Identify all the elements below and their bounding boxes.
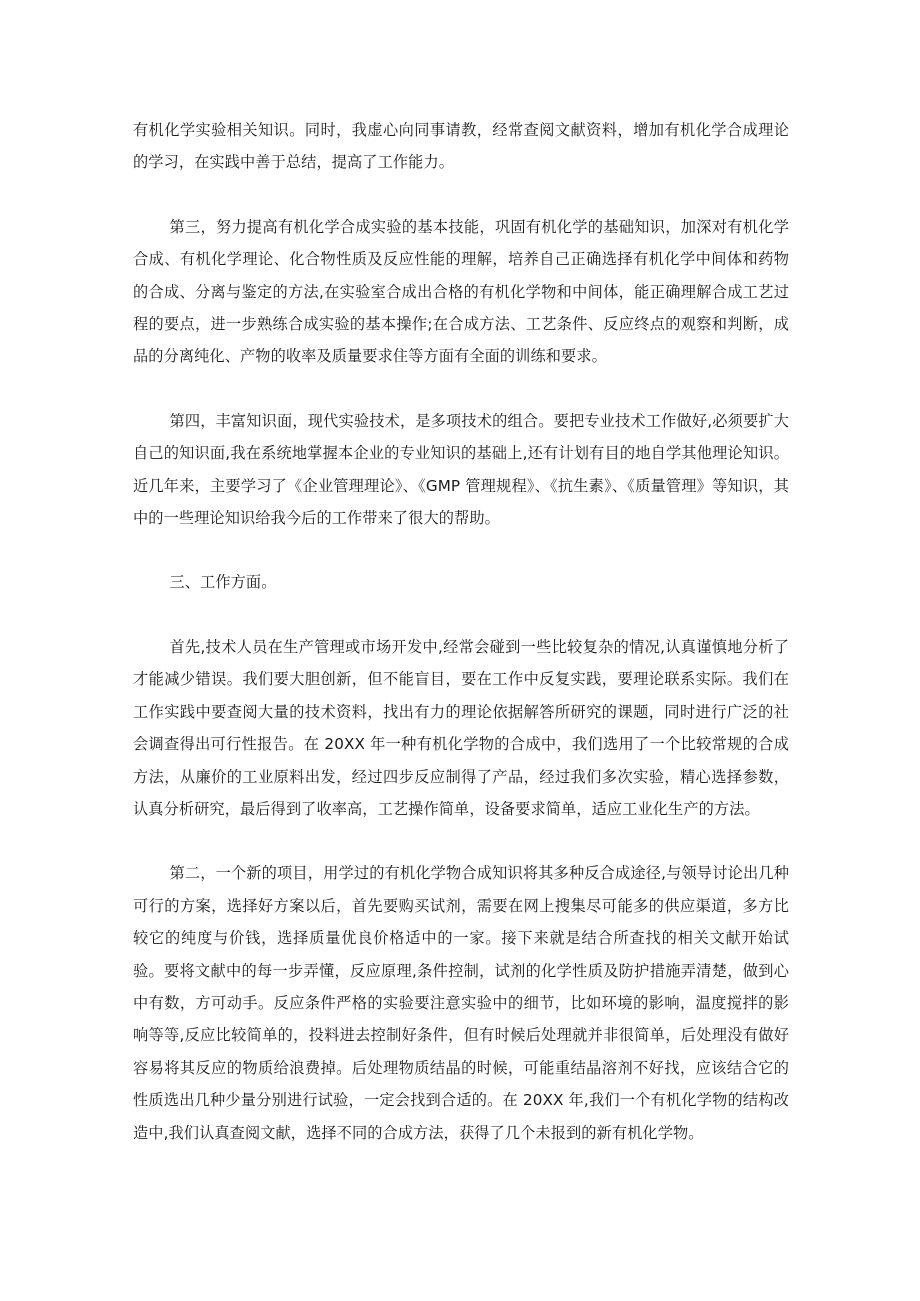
paragraph-gap xyxy=(133,534,789,566)
section-heading-work: 三、工作方面。 xyxy=(169,573,277,592)
paragraph-gap xyxy=(133,179,789,211)
paragraph-fourth-knowledge: 第四，丰富知识面，现代实验技术，是多项技术的组合。要把专业技术工作做好,必须要扩大自己的知识面,我在系统地掌握本企业的专业知识的基础上,还有计划有目的地自学其他理论知识。近几年来，主要学习了《企业管理理论》、《GMP 管理规程》、《抗生素》、《质量管理》等知识，其中的一些理论知识给我今后的工作带来了很大的帮助。 xyxy=(133,411,789,528)
paragraph-gap xyxy=(133,373,789,405)
paragraph-third-basic-skills: 第三，努力提高有机化学合成实验的基本技能，巩固有机化学的基础知识，加深对有机化学合成、有机化学理论、化合物性质及反应性能的理解，培养自己正确选择有机化学中间体和药物的合成、分离与鉴定的方法,在实验室合成出合格的有机化学物和中间体，能正确理解合成工艺过程的要点，进一步熟练合成实验的基本操作;在合成方法、工艺条件、反应终点的观察和判断，成品的分离纯化、产物的收率及质量要求住等方面有全面的训练和要求。 xyxy=(133,217,789,366)
paragraph-first-work: 首先,技术人员在生产管理或市场开发中,经常会碰到一些比较复杂的情况,认真谨慎地分析了才能减少错误。我们要大胆创新，但不能盲目，要在工作中反复实践，要理论联系实际。我们在工作实践中要查阅大量的技术资料，找出有力的理论依据解答所研究的课题，同时进行广泛的社会调查得出可行性报告。在 20XX 年一种有机化学物的合成中，我们选用了一个比较常规的合成方法，从廉价的工业原料出发，经过四步反应制得了产品，经过我们多次实验，精心选择参数，认真分析研究，最后得到了收率高，工艺操作简单，设备要求简单，适应工业化生产的方法。 xyxy=(133,637,789,818)
paragraph-experience-summary: 有机化学实验相关知识。同时，我虚心向同事请教，经常查阅文献资料，增加有机化学合成理论的学习，在实践中善于总结，提高了工作能力。 xyxy=(133,121,789,172)
document-body xyxy=(133,114,789,1149)
paragraph-gap xyxy=(133,825,789,857)
paragraph-second-work: 第二，一个新的项目，用学过的有机化学物合成知识将其多种反合成途径,与领导讨论出几种可行的方案，选择好方案以后，首先要购买试剂，需要在网上搜集尽可能多的供应渠道，多方比较它的纯度与价钱，选择质量优良价格适中的一家。接下来就是结合所查找的相关文献开始试验。要将文献中的每一步弄懂，反应原理,条件控制，试剂的化学性质及防护措施弄清楚，做到心中有数，方可动手。反应条件严格的实验要注意实验中的细节，比如环境的影响，温度搅拌的影响等等,反应比较简单的，投料进去控制好条件，但有时候后处理就并非很简单，后处理没有做好容易将其反应的物质给浪费掉。后处理物质结晶的时候，可能重结晶溶剂不好找，应该结合它的性质选出几种少量分别进行试验，一定会找到合适的。在 20XX 年,我们一个有机化学物的结构改造中,我们认真查阅文献，选择不同的合成方法，获得了几个未报到的新有机化学物。 xyxy=(133,864,789,1142)
paragraph-gap xyxy=(133,599,789,631)
